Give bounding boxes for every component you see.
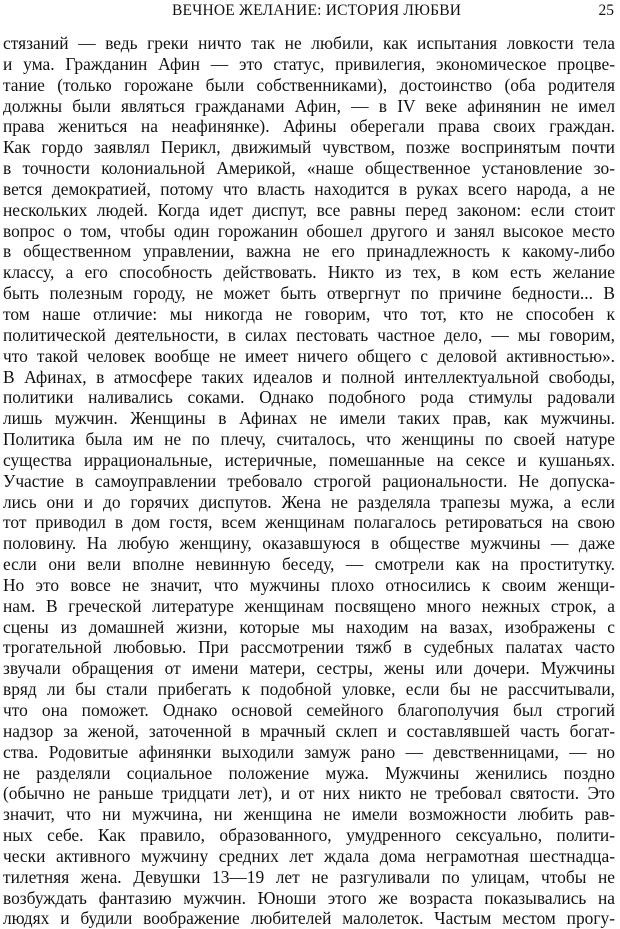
text-line: чески активного мужчину средних лет ждала дома неграмотная шестнадца- [3,845,615,866]
page-number: 25 [598,2,614,19]
text-line: в точности колониальной Америкой, «наше общественное установление зо- [3,158,615,179]
text-line: Политика была им не по плечу, считалось, что женщины по своей натуре [3,429,615,450]
text-line: нам. В греческой литературе женщинам посвящено много нежных строк, а [3,595,615,616]
text-line: стязаний — ведь греки ничто так не любили, как испытания ловкости тела [3,33,615,53]
text-line: ных себе. Как правило, образованного, умудренного сексуально, полити- [3,825,615,846]
text-line: звучали обращения от имени матери, сестры, жены или дочери. Мужчины [3,658,615,679]
text-line: Но это вовсе не значит, что мужчины плохо относились к своим женщи- [3,574,615,595]
text-line: В Афинах, в атмосфере таких идеалов и полной интеллектуальной свободы, [3,366,615,387]
text-line: права жениться на неафинянке). Афины оберегали права своих граждан. [3,116,615,137]
text-line: ства. Родовитые афинянки выходили замуж рано — девственницами, — но [3,741,615,762]
text-line: политической деятельности, в силах пестовать частное дело, — мы говорим, [3,324,615,345]
text-line: сцены из домашней жизни, которые мы находим на вазах, изображены с [3,616,615,637]
running-title: ВЕЧНОЕ ЖЕЛАНИЕ: ИСТОРИЯ ЛЮБВИ [172,2,462,19]
text-line: Участие в самоуправлении требовало строгой рациональности. Не допуска- [3,470,615,491]
text-line: политики наливались соками. Однако подобного рода стимулы радовали [3,387,615,408]
text-line: вопрос о том, чтобы один горожанин обошел другого и занял высокое место [3,220,615,241]
text-line: и ума. Гражданин Афин — это статус, привилегия, экономическое процве- [3,53,615,74]
text-line: тание (только горожане были собственниками), достоинство (оба родителя [3,74,615,95]
text-line: должны были являться гражданами Афин, — в IV веке афинянин не имел [3,95,615,116]
text-line: лись они и до горячих диспутов. Жена не разделяла трапезы мужа, а если [3,491,615,512]
text-line: тилетняя жена. Девушки 13—19 лет не разгуливали по улицам, чтобы не [3,866,615,887]
text-line: половину. На любую женщину, оказавшуюся в обществе мужчины — даже [3,533,615,554]
text-line: (обычно не раньше тридцати лет), и от них никто не требовал святости. Это [3,783,615,804]
text-line: вряд ли бы стали прибегать к подобной уловке, если бы не рассчитывали, [3,679,615,700]
text-line: что она поможет. Однако основой семейного благополучия был строгий [3,700,615,720]
text-line: не разделяли социальное положение мужа. Мужчины женились поздно [3,762,615,783]
body-text [3,33,615,929]
text-line: что такой человек вообще не имеет ничего общего с деловой активностью». [3,345,615,366]
text-line: возбуждать фантазию мужчин. Юноши этого же возраста показывались на [3,887,615,908]
text-line: трогательной любовью. При рассмотрении тяжб в судебных палатах часто [3,637,615,658]
text-line: существа иррациональные, истеричные, помешанные на сексе и кушаньях. [3,449,615,470]
text-line: в общественном управлении, важна не его принадлежность к какому-либо [3,241,615,262]
text-line: Как гордо заявлял Перикл, движимый чувством, позже воспринятым почти [3,137,615,158]
text-line: быть полезным городу, не может быть отвергнут по причине бедности... В [3,283,615,304]
text-line: тот приводил в дом гостя, всем женщинам полагалось ретироваться на свою [3,512,615,533]
text-line: нескольких людей. Когда идет диспут, все равны перед законом: если стоит [3,199,615,220]
text-line: если они вели вполне невинную беседу, — смотрели как на проститутку. [3,554,615,575]
text-line: лишь мужчин. Женщины в Афинах не имели таких прав, как мужчины. [3,408,615,429]
text-line: том наше отличие: мы никогда не говорим, что тот, кто не способен к [3,303,615,324]
text-line: надзор за женой, заточенной в мрачный склеп и составлявшей часть богат- [3,720,615,741]
text-line: классу, а его способность действовать. Никто из тех, в ком есть желание [3,262,615,283]
page-header [0,0,620,30]
text-line: значит, что ни мужчина, ни женщина не имели возможности любить рав- [3,804,615,825]
text-line: вется демократией, потому что власть находится в руках всего народа, а не [3,178,615,199]
text-line: людях и будили воображение любителей малолеток. Частым местом прогу- [3,908,615,929]
